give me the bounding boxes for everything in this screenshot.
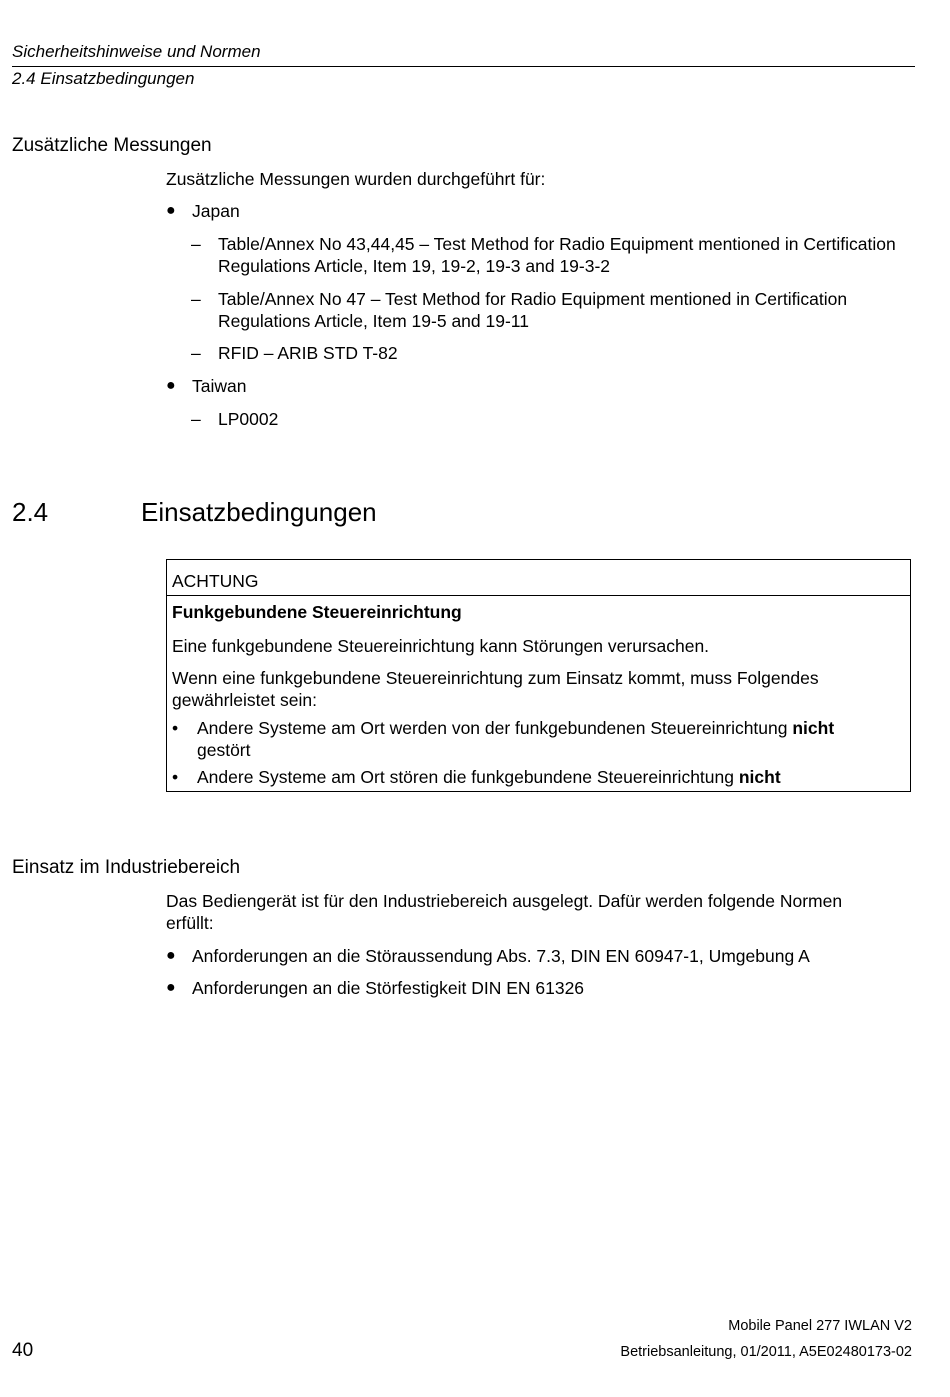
dash-icon: –	[191, 343, 201, 363]
list-item-label: Japan	[192, 201, 240, 221]
bullet-icon: •	[172, 767, 179, 787]
bullet-icon: ●	[166, 947, 176, 964]
notice-paragraph: Wenn eine funkgebundene Steuereinrichtung zum Einsatz kommt, muss Folgendes gewährleistet sein:	[172, 668, 819, 710]
header-divider	[12, 66, 915, 67]
running-header-chapter: Sicherheitshinweise und Normen	[12, 42, 261, 61]
notice-list-item-text: Andere Systeme am Ort werden von der funkgebundenen Steuereinrichtung nicht gestört	[197, 718, 835, 760]
footer-product: Mobile Panel 277 IWLAN V2	[728, 1318, 912, 1334]
emphasis-text: nicht	[738, 767, 781, 787]
sub-list-item-text: Table/Annex No 43,44,45 – Test Method for Radio Equipment mentioned in Certification Regulations Article, Item 19, 19-2, 19-3 and 19-3-2	[218, 234, 896, 276]
bullet-icon: ●	[166, 377, 176, 394]
section-title: Einsatzbedingungen	[141, 497, 377, 527]
dash-icon: –	[191, 409, 201, 429]
bullet-icon: ●	[166, 202, 176, 219]
footer-doc-info: Betriebsanleitung, 01/2011, A5E02480173-02	[620, 1344, 912, 1360]
sub-list-item-text: LP0002	[218, 409, 279, 429]
dash-icon: –	[191, 289, 201, 309]
section-number: 2.4	[12, 497, 49, 527]
measurements-intro: Zusätzliche Messungen wurden durchgeführt für:	[166, 169, 546, 189]
dash-icon: –	[191, 234, 201, 254]
notice-title: ACHTUNG	[172, 571, 259, 591]
notice-divider	[167, 595, 910, 596]
bullet-icon: •	[172, 718, 179, 738]
sub-list-item-text: RFID – ARIB STD T-82	[218, 343, 398, 363]
list-item-label: Anforderungen an die Störaussendung Abs. 7.3, DIN EN 60947-1, Umgebung A	[192, 946, 810, 966]
notice-paragraph: Eine funkgebundene Steuereinrichtung kann Störungen verursachen.	[172, 636, 710, 656]
heading-industrial-use: Einsatz im Industriebereich	[12, 857, 241, 878]
list-item-label: Anforderungen an die Störfestigkeit DIN EN 61326	[192, 978, 585, 998]
notice-box	[166, 559, 911, 792]
emphasis-text: nicht	[792, 718, 835, 738]
industrial-intro: Das Bediengerät ist für den Industriebereich ausgelegt. Dafür werden folgende Normen erfüllt:	[166, 891, 843, 933]
bullet-icon: ●	[166, 979, 176, 996]
notice-list-item-text: Andere Systeme am Ort stören die funkgebundene Steuereinrichtung nicht	[197, 767, 781, 787]
sub-list-item-text: Table/Annex No 47 – Test Method for Radio Equipment mentioned in Certification Regulations Article, Item 19-5 and 19-11	[218, 289, 848, 331]
page-number: 40	[12, 1340, 34, 1361]
list-item-label: Taiwan	[192, 376, 247, 396]
heading-additional-measurements: Zusätzliche Messungen	[12, 135, 212, 156]
notice-subtitle: Funkgebundene Steuereinrichtung	[172, 602, 462, 622]
running-header-section: 2.4 Einsatzbedingungen	[12, 69, 195, 88]
